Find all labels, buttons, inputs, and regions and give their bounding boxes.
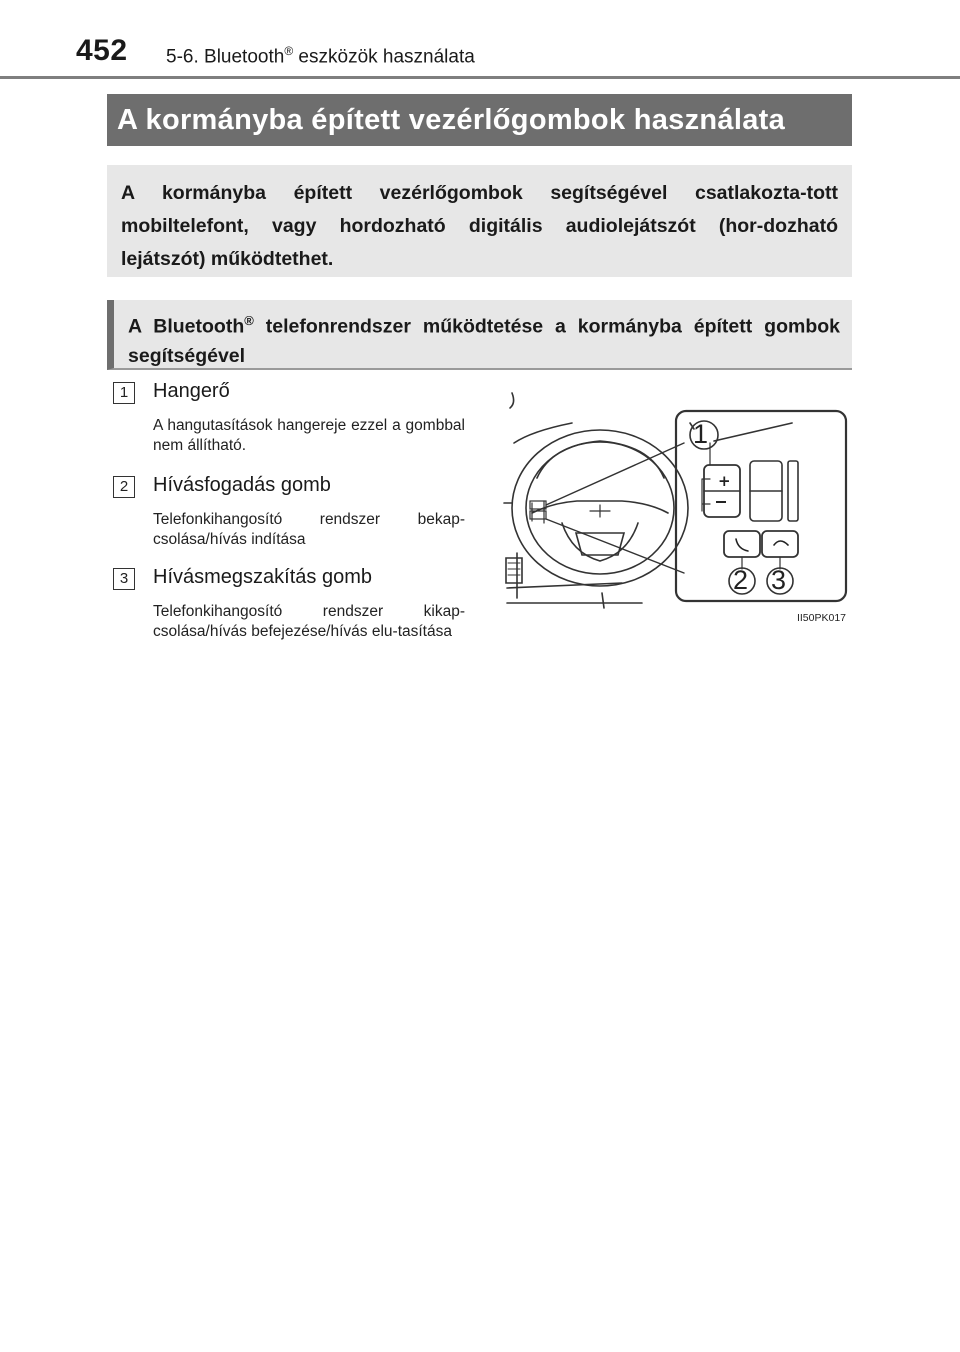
- item-number-badge: 1: [113, 382, 135, 404]
- item-description: Telefonkihangosító rendszer kikap-csolása/hívás befejezése/hívás elu-tasítása: [153, 603, 465, 640]
- phone-hangup-icon: [774, 541, 788, 545]
- phone-answer-icon: [736, 539, 748, 551]
- item-number-badge: 3: [113, 568, 135, 590]
- page-title: A kormányba épített vezérlőgombok használata: [107, 94, 852, 146]
- steering-wheel-illustration: [492, 383, 852, 628]
- section-heading: A Bluetooth® telefonrendszer működtetése a kormányba épített gombok segítségével: [107, 300, 852, 370]
- volume-minus-icon: [716, 501, 726, 503]
- callout-2: 2: [733, 565, 749, 595]
- steering-wheel-figure: [492, 383, 852, 628]
- item-title: Hívásfogadás gomb: [153, 474, 331, 496]
- figure-code: II50PK017: [796, 612, 846, 624]
- item-title: Hangerő: [153, 380, 230, 402]
- intro-paragraph: A kormányba épített vezérlőgombok segítségével csatlakozta-tott mobiltelefont, vagy hordozható digitális audiolejátszót (hor-dozható lejátszót) működtethet.: [107, 165, 852, 277]
- callout-3: 3: [771, 565, 787, 595]
- running-header: 5-6. Bluetooth® eszközök használata: [166, 44, 475, 68]
- item-title: Hívásmegszakítás gomb: [153, 566, 372, 588]
- item-description: Telefonkihangosító rendszer bekap-csolása/hívás indítása: [153, 511, 465, 548]
- callout-1: 1: [693, 419, 709, 449]
- volume-plus-icon: +: [718, 472, 731, 490]
- page-number: 452: [76, 34, 128, 67]
- item-number-badge: 2: [113, 476, 135, 498]
- header-rule: [0, 76, 960, 79]
- item-description: A hangutasítások hangereje ezzel a gombbal nem állítható.: [153, 417, 465, 454]
